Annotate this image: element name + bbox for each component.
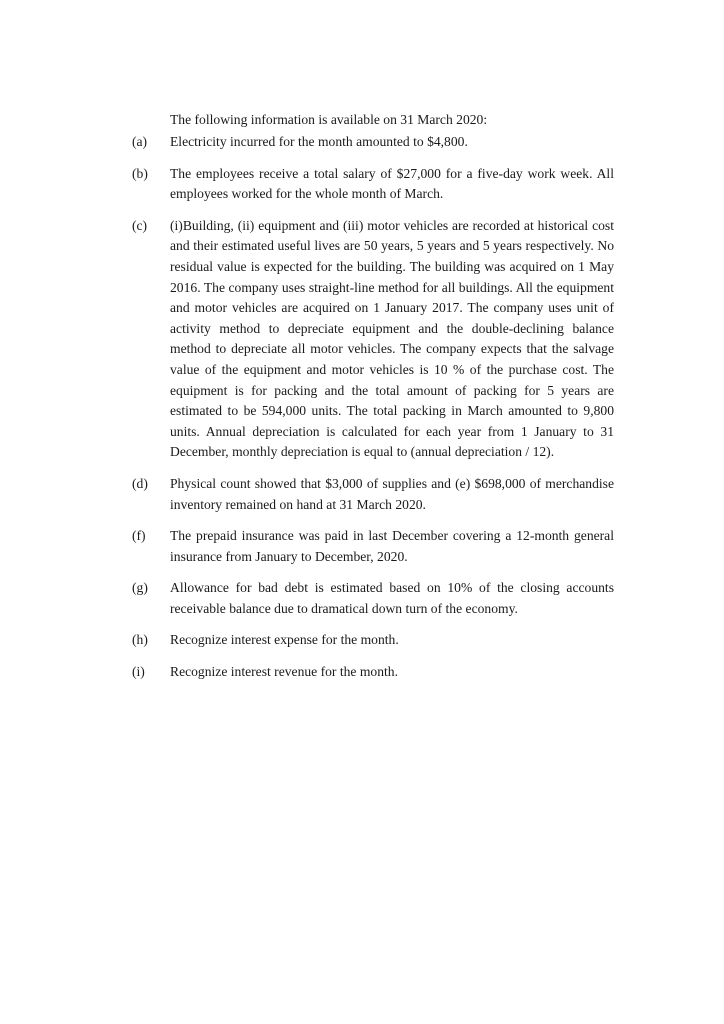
- intro-line: The following information is available on 31 March 2020:: [170, 112, 488, 127]
- item-text: Recognize interest expense for the month.: [170, 632, 399, 648]
- item-label: (d): [132, 475, 148, 491]
- item-label: (h): [132, 632, 148, 648]
- item-text: Allowance for bad debt is estimated based on 10% of the closing accounts receivable balance due to dramatical down turn of the economy.: [170, 580, 614, 616]
- item-text: (i)Building, (ii) equipment and (iii) motor vehicles are recorded at historical cost and their estimated useful lives are 50 years, 5 years and 5 years respectively. No residual value is expected for the building. The building was acquired on 1 May 2016. The company uses straight-line method for all buildings. All the equipment and motor vehicles are acquired on 1 January 2017. The company uses unit of activity method to depreciate equipment and the double-declining balance method to depreciate all motor vehicles. The company expects that the salvage value of the equipment and motor vehicles is 10 % of the purchase cost. The equipment is for packing and the total amount of packing for 5 years are estimated to be 594,000 units. The total packing in March amounted to 9,800 units. Annual depreciation is calculated for each year from 1 January to 31 December, monthly depreciation is equal to (annual depreciation / 12).: [170, 217, 614, 460]
- item-text: Physical count showed that $3,000 of supplies and (e) $698,000 of merchandise inventory remained on hand at 31 March 2020.: [170, 475, 614, 512]
- item-label: (b): [132, 165, 148, 181]
- item-list: [0, 132, 724, 694]
- item-label: (f): [132, 528, 146, 544]
- item-text: Electricity incurred for the month amounted to $4,800.: [170, 134, 468, 149]
- item-label: (c): [132, 217, 148, 233]
- item-label: (i): [132, 664, 145, 680]
- list-item-b: [0, 164, 724, 205]
- item-text: Recognize interest revenue for the month.: [170, 664, 398, 680]
- list-item-f: [0, 526, 724, 567]
- list-item-h: [0, 630, 724, 651]
- list-item-i: [0, 662, 724, 683]
- item-text: The employees receive a total salary of $27,000 for a five-day work week. All employees worked for the whole month of March.: [170, 165, 614, 202]
- list-item-a: [0, 132, 724, 153]
- item-label: (a): [132, 134, 148, 149]
- list-item-g: [0, 578, 724, 619]
- list-item-c: [0, 216, 724, 463]
- item-label: (g): [132, 580, 148, 596]
- item-text: The prepaid insurance was paid in last December covering a 12-month general insurance from January to December, 2020.: [170, 528, 614, 564]
- list-item-d: [0, 474, 724, 515]
